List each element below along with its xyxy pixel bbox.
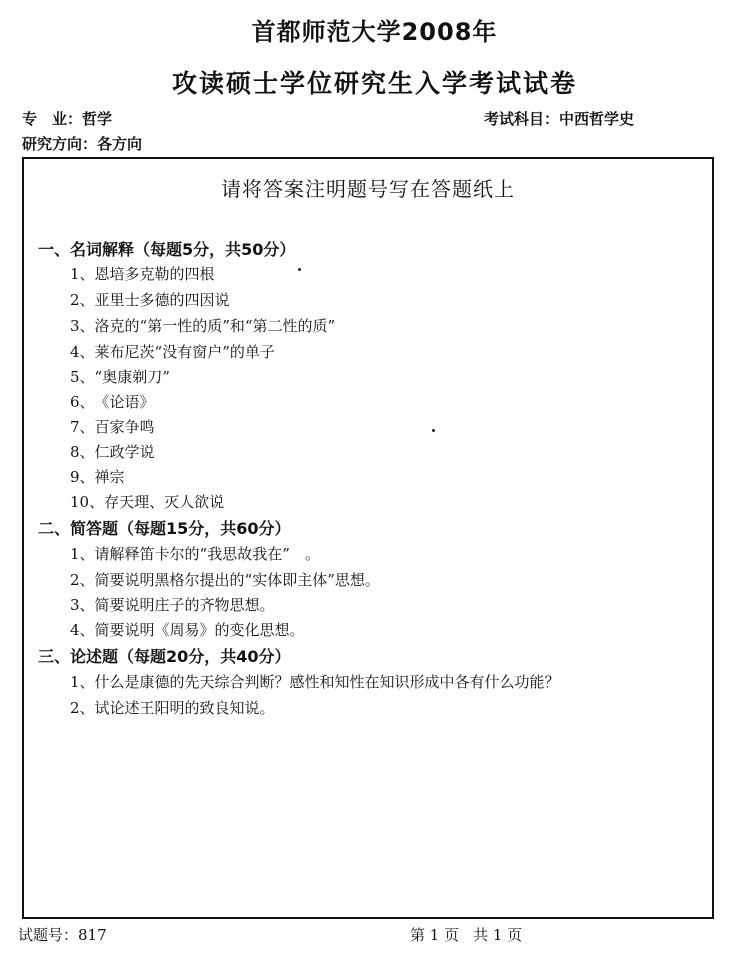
subject-label: 考试科目： xyxy=(484,110,560,128)
question-item: 2、简要说明黑格尔提出的“实体即主体”思想。 xyxy=(70,571,380,589)
instruction-text: 请将答案注明题号写在答题纸上 xyxy=(221,177,515,201)
question-item: 1、什么是康德的先天综合判断？感性和知性在知识形成中各有什么功能？ xyxy=(70,673,560,691)
question-item: 8、仁政学说 xyxy=(70,443,155,461)
question-item: 2、亚里士多德的四因说 xyxy=(70,291,230,309)
scan-speck xyxy=(298,268,301,271)
question-item: 6、《论语》 xyxy=(70,393,155,411)
page-indicator xyxy=(410,924,536,945)
question-item: 10、存天理、灭人欲说 xyxy=(70,493,225,511)
page-current: 第 1 页 xyxy=(410,926,460,944)
question-item: 7、百家争鸣 xyxy=(70,418,155,436)
major-label: 专 业： xyxy=(22,110,83,128)
exam-title-line1: 首都师范大学2008年 xyxy=(251,18,498,46)
direction-label: 研究方向： xyxy=(22,135,98,153)
subject-value: 中西哲学史 xyxy=(559,110,635,128)
scan-speck xyxy=(432,429,435,432)
question-item: 1、请解释笛卡尔的“我思故我在” 。 xyxy=(70,545,320,563)
question-item: 3、简要说明庄子的齐物思想。 xyxy=(70,596,275,614)
exam-title-line2: 攻读硕士学位研究生入学考试试卷 xyxy=(171,69,577,98)
question-item: 2、试论述王阳明的致良知说。 xyxy=(70,699,275,717)
question-item: 4、简要说明《周易》的变化思想。 xyxy=(70,621,305,639)
section-heading-1: 一、名词解释（每题5分，共50分） xyxy=(38,240,296,259)
question-item: 4、莱布尼茨“没有窗户”的单子 xyxy=(70,343,275,361)
direction-field xyxy=(22,133,142,154)
question-item: 1、恩培多克勒的四根 xyxy=(70,265,215,283)
question-item: 9、禅宗 xyxy=(70,468,125,486)
subject-field xyxy=(484,108,634,129)
major-value: 哲学 xyxy=(82,110,113,128)
major-field xyxy=(22,108,112,129)
direction-value: 各方向 xyxy=(97,135,143,153)
question-item: 3、洛克的“第一性的质”和“第二性的质” xyxy=(70,317,336,335)
page-total: 共 1 页 xyxy=(473,926,523,944)
section-heading-2: 二、简答题（每题15分，共60分） xyxy=(38,519,291,538)
question-item: 5、“奥康剃刀” xyxy=(70,368,170,386)
answer-frame xyxy=(22,157,714,919)
exam-code: 试题号：817 xyxy=(18,926,107,944)
section-heading-3: 三、论述题（每题20分，共40分） xyxy=(38,647,291,666)
